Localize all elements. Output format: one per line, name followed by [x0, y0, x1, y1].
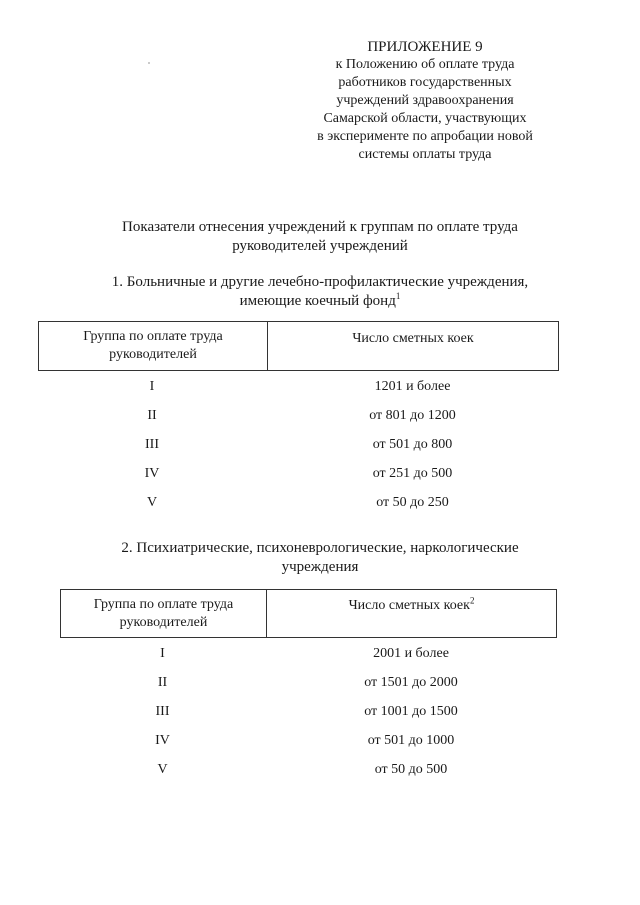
appendix-line: в эксперименте по апробации новой: [317, 129, 533, 144]
header-group-label: Группа по оплате труда руководителей: [93, 596, 234, 630]
beds-cell: от 1001 до 1500: [364, 704, 458, 719]
table-row: [38, 435, 559, 455]
beds-cell: от 50 до 250: [376, 495, 449, 510]
appendix-title: ПРИЛОЖЕНИЕ 9: [367, 39, 483, 55]
header-beds-cell: [267, 590, 557, 638]
beds-cell: от 1501 до 2000: [364, 675, 458, 690]
header-beds-label: Число сметных коек: [352, 331, 474, 346]
group-cell: II: [147, 408, 157, 423]
table-row: [38, 493, 559, 513]
appendix-header: [290, 38, 560, 164]
section1-title-text: имеющие коечный фонд: [239, 293, 396, 309]
table-row: [38, 377, 559, 397]
section2-title-line: 2. Психиатрические, психоневрологические, наркологические: [121, 540, 519, 556]
group-cell: III: [155, 704, 170, 719]
appendix-line: учреждений здравоохранения: [336, 93, 514, 108]
appendix-line: работников государственных: [338, 75, 512, 90]
section1-title-line: [60, 292, 580, 311]
appendix-line: Самарской области, участвующих: [323, 111, 527, 126]
section1-table-header: [38, 321, 559, 371]
scan-speck: [148, 62, 150, 64]
footnote-mark: 2: [469, 595, 475, 606]
header-beds-label: Число сметных коек: [348, 598, 470, 613]
group-cell: II: [157, 675, 168, 690]
section1-title-line: 1. Больничные и другие лечебно-профилактические учреждения,: [111, 274, 529, 290]
group-cell: III: [145, 437, 159, 452]
appendix-line: системы оплаты труда: [358, 147, 492, 162]
group-cell: IV: [144, 466, 160, 481]
beds-cell: 2001 и более: [373, 646, 449, 661]
section2-title-line: учреждения: [281, 559, 359, 575]
table-row: [60, 702, 557, 722]
beds-cell: 1201 и более: [374, 379, 451, 394]
group-cell: IV: [155, 733, 170, 748]
beds-cell: от 801 до 1200: [369, 408, 456, 423]
table-row: [60, 644, 557, 664]
group-cell: I: [160, 646, 165, 661]
table-row: [38, 464, 559, 484]
section1-rows: [38, 377, 559, 517]
beds-cell: от 251 до 500: [372, 466, 453, 481]
beds-cell: от 501 до 800: [372, 437, 453, 452]
group-cell: V: [146, 495, 158, 510]
section2-title: [60, 539, 580, 577]
footnote-mark: 1: [395, 291, 401, 301]
table-row: [60, 673, 557, 693]
header-group-label: Группа по оплате труда руководителей: [83, 329, 223, 362]
document-title-line: руководителей учреждений: [232, 238, 408, 254]
document-title: [60, 218, 580, 256]
table-row: [38, 406, 559, 426]
group-cell: I: [149, 379, 155, 394]
section2-rows: [60, 644, 557, 784]
section1-title: [60, 273, 580, 311]
group-cell: V: [157, 762, 168, 777]
table-row: [60, 731, 557, 751]
appendix-line: к Положению об оплате труда: [335, 57, 515, 72]
section2-table-header: [60, 589, 557, 638]
table-row: [60, 760, 557, 780]
document-title-line: Показатели отнесения учреждений к группам по оплате труда: [122, 219, 518, 235]
header-group-cell: [61, 590, 267, 638]
beds-cell: от 50 до 500: [374, 762, 448, 777]
header-group-cell: [39, 322, 268, 371]
header-beds-cell: [268, 322, 559, 371]
beds-cell: от 501 до 1000: [367, 733, 455, 748]
